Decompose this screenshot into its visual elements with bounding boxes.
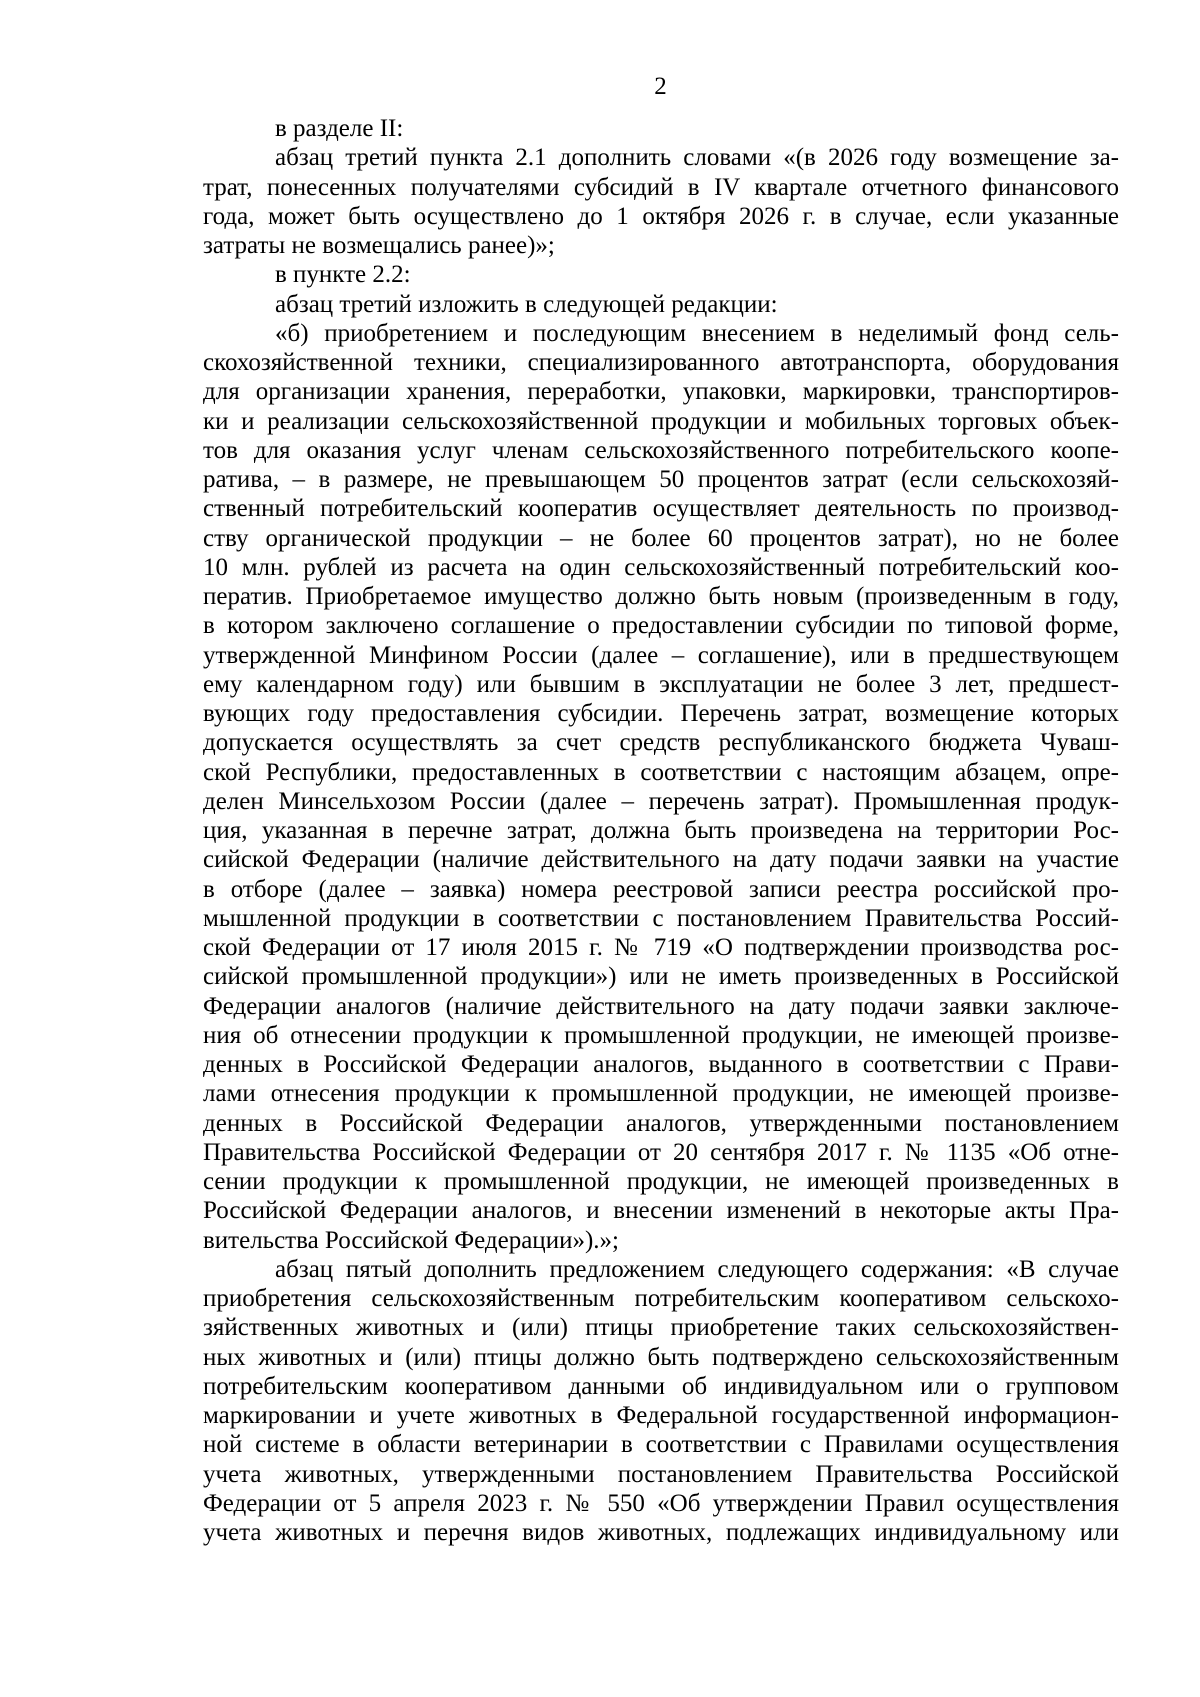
text-line: Федерации аналогов (наличие действительного на дату подачи заявки заключе- xyxy=(203,992,1119,1020)
text-line: денных в Российской Федерации аналогов, утвержденными постановлением xyxy=(203,1109,1119,1137)
paragraph xyxy=(203,1255,1119,1548)
text-line: сении продукции к промышленной продукции, не имеющей произведенных в xyxy=(203,1168,1119,1195)
paragraph xyxy=(203,143,1119,260)
text-line: тов для оказания услуг членам сельскохозяйственного потребительского коопе- xyxy=(203,436,1119,464)
text-line: ству органической продукции – не более 60 процентов затрат), но не более xyxy=(203,524,1119,552)
paragraph xyxy=(203,114,1119,143)
text-line: для организации хранения, переработки, упаковки, маркировки, транспортиров- xyxy=(203,378,1119,406)
text-line: ки и реализации сельскохозяйственной продукции и мобильных торговых объек- xyxy=(203,407,1119,435)
text-line: ственный потребительский кооператив осуществляет деятельность по производ- xyxy=(203,495,1119,523)
text-line: Федерации от 5 апреля 2023 г. № 550 «Об утверждении Правил осуществления xyxy=(203,1489,1119,1517)
text-line: 10 млн. рублей из расчета на один сельскохозяйственный потребительский коо- xyxy=(203,553,1119,581)
text-line: сийской Федерации (наличие действительного на дату подачи заявки на участие xyxy=(203,846,1119,874)
text-line: лами отнесения продукции к промышленной продукции, не имеющей произве- xyxy=(203,1080,1119,1108)
text-line: затраты не возмещались ранее)»; xyxy=(203,232,555,259)
page-number: 2 xyxy=(654,73,667,100)
text-line: вительства Российской Федерации»).»; xyxy=(203,1226,619,1254)
text-line: ной системе в области ветеринарии в соответствии с Правилами осуществления xyxy=(203,1431,1119,1459)
text-line: абзац третий пункта 2.1 дополнить словами «(в 2026 году возмещение за- xyxy=(275,144,1119,172)
text-line: учета животных, утвержденными постановлением Правительства Российской xyxy=(203,1460,1119,1488)
text-line: в отборе (далее – заявка) номера реестровой записи реестра российской про- xyxy=(203,875,1119,903)
paragraph xyxy=(203,290,1119,319)
document-body xyxy=(203,114,1119,1547)
text-line: ему календарном году) или бывшим в эксплуатации не более 3 лет, предшест- xyxy=(203,670,1119,698)
text-line: сийской промышленной продукции») или не иметь произведенных в Российской xyxy=(203,963,1119,991)
text-line: утвержденной Минфином России (далее – соглашение), или в предшествующем xyxy=(203,641,1119,669)
text-line: ция, указанная в перечне затрат, должна быть произведена на территории Рос- xyxy=(203,817,1119,844)
text-line: абзац пятый дополнить предложением следующего содержания: «В случае xyxy=(275,1255,1119,1283)
text-line: ской Федерации от 17 июля 2015 г. № 719 «О подтверждении производства рос- xyxy=(203,934,1119,961)
text-line: трат, понесенных получателями субсидий в IV квартале отчетного финансового xyxy=(203,173,1119,201)
text-line: скохозяйственной техники, специализированного автотранспорта, оборудования xyxy=(203,349,1119,376)
text-line: ратива, – в размере, не превышающем 50 процентов затрат (если сельскохозяй- xyxy=(203,466,1119,493)
text-line: в разделе II: xyxy=(275,115,404,142)
paragraph xyxy=(203,260,1119,289)
text-line: года, может быть осуществлено до 1 октября 2026 г. в случае, если указанные xyxy=(203,202,1119,230)
text-line: зяйственных животных и (или) птицы приобретение таких сельскохозяйствен- xyxy=(203,1314,1119,1342)
paragraph xyxy=(203,319,1119,1255)
text-line: в котором заключено соглашение о предоставлении субсидии по типовой форме, xyxy=(203,612,1119,640)
text-line: делен Минсельхозом России (далее – перечень затрат). Промышленная продук- xyxy=(203,787,1119,815)
text-line: вующих году предоставления субсидии. Перечень затрат, возмещение которых xyxy=(203,700,1119,727)
text-line: приобретения сельскохозяйственным потребительским кооперативом сельскохо- xyxy=(203,1285,1119,1312)
text-line: учета животных и перечня видов животных, подлежащих индивидуальному или xyxy=(203,1519,1119,1546)
text-line: ской Республики, предоставленных в соответствии с настоящим абзацем, опре- xyxy=(203,758,1119,786)
text-line: «б) приобретением и последующим внесением в неделимый фонд сель- xyxy=(275,319,1119,347)
text-line: абзац третий изложить в следующей редакции: xyxy=(275,290,778,318)
text-line: Российской Федерации аналогов, и внесении изменений в некоторые акты Пра- xyxy=(203,1197,1119,1225)
text-line: потребительским кооперативом данными об индивидуальном или о групповом xyxy=(203,1372,1119,1400)
text-line: допускается осуществлять за счет средств республиканского бюджета Чуваш- xyxy=(203,729,1119,757)
text-line: ния об отнесении продукции к промышленной продукции, не имеющей произве- xyxy=(203,1021,1119,1049)
text-line: ператив. Приобретаемое имущество должно быть новым (произведенным в году, xyxy=(203,583,1119,610)
text-line: Правительства Российской Федерации от 20 сентября 2017 г. № 1135 «Об отне- xyxy=(203,1138,1119,1166)
text-line: денных в Российской Федерации аналогов, выданного в соответствии с Прави- xyxy=(203,1051,1119,1078)
text-line: маркировании и учете животных в Федеральной государственной информацион- xyxy=(203,1402,1119,1429)
text-line: в пункте 2.2: xyxy=(275,261,411,289)
text-line: мышленной продукции в соответствии с постановлением Правительства Россий- xyxy=(203,904,1119,932)
text-line: ных животных и (или) птицы должно быть подтверждено сельскохозяйственным xyxy=(203,1343,1119,1371)
